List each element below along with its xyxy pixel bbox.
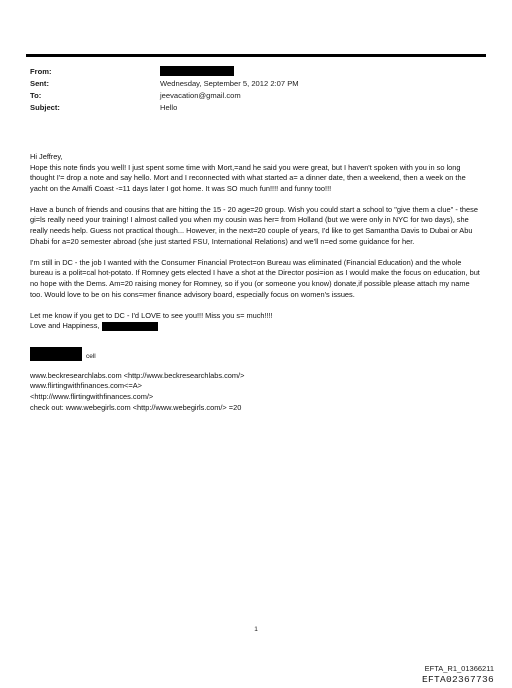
closing-line: Let me know if you get to DC - I'd LOVE to see you!!! Miss you s= much!!!! [30,310,273,320]
header-rule [26,54,486,57]
to-value: jeevacation@gmail.com [160,91,241,100]
link-list [30,371,482,413]
link-flirtingwithfinances-url[interactable]: <http://www.flirtingwithfinances.com/> [30,392,154,401]
sign-off: Love and Happiness, [30,321,100,331]
paragraph-1-text: Hope this note finds you well! I just spent some time with Mort,=and he said you were great, but I haven't spoken with you in so long thought I'= drop a note and say hello. Mort and I reconnected with what started a= a dinner date, then a weekend, then a week on the yacht on the Amalfi Coast -=11 days later I got home. It was SO much fun!!!! and funny too!!! [30,162,466,193]
signature-block [30,347,482,361]
from-label: From: [30,67,52,76]
subject-value: Hello [160,103,178,112]
body-paragraph-4 [30,311,482,332]
body-paragraph-2: Have a bunch of friends and cousins that are hitting the 15 - 20 age=20 group. Wish you could start a school to "give them a clue" - these gi=ls really need your training! I almost called you when my cousin was her= from Holland (but we were only in NYC for two days), she really needs help. Guess not practical though... However, in the next=20 couple of years, I'd like to get Samantha Davis to Dubai or Abu Dhabi for a=20 semester abroad (she just started FSU, International Relations) and we'll n=ed some guidance for her. [30,204,478,246]
cell-label: cell [86,352,96,360]
redacted-phone [30,347,82,361]
subject-row [30,102,299,114]
sent-value: Wednesday, September 5, 2012 2:07 PM [160,79,299,88]
bates-number-2: EFTA02367736 [421,674,494,685]
sent-row [30,78,299,90]
greeting: Hi Jeffrey, [30,152,63,161]
subject-label: Subject: [30,103,60,112]
from-row [30,66,299,78]
body-paragraph-1 [30,152,482,194]
link-webegirls[interactable]: check out: www.webegirls.com <http://www.webegirls.com/> =20 [30,402,242,412]
link-beckresearchlabs[interactable]: www.beckresearchlabs.com <http://www.beckresearchlabs.com/> [30,370,245,380]
redacted-sender-name [102,322,158,331]
body-paragraph-3: I'm still in DC - the job I wanted with the Consumer Financial Protect=on Bureau was eliminated (Financial Education) and the whole bureau is a polit=cal hot-potato. If Romney gets elected I have a shot at the Director posi=ion as I would make the focus on education, but no hope with the Dems. Am=20 raising money for Romney, so if you (or someone you know) donate,if possible please attach my name too. Would love to be on his cons=mer finance advisory board, especially focus on women's issues. [30,257,480,299]
link-flirtingwithfinances[interactable]: www.flirtingwithfinances.com<=A> [30,381,142,391]
email-header [30,66,299,114]
sent-label: Sent: [30,79,49,88]
bates-number-1: EFTA_R1_01366211 [424,664,494,673]
to-row [30,90,299,102]
email-body [30,152,482,413]
page-number: 1 [254,626,258,633]
to-label: To: [30,91,42,100]
redacted-from [160,66,234,76]
